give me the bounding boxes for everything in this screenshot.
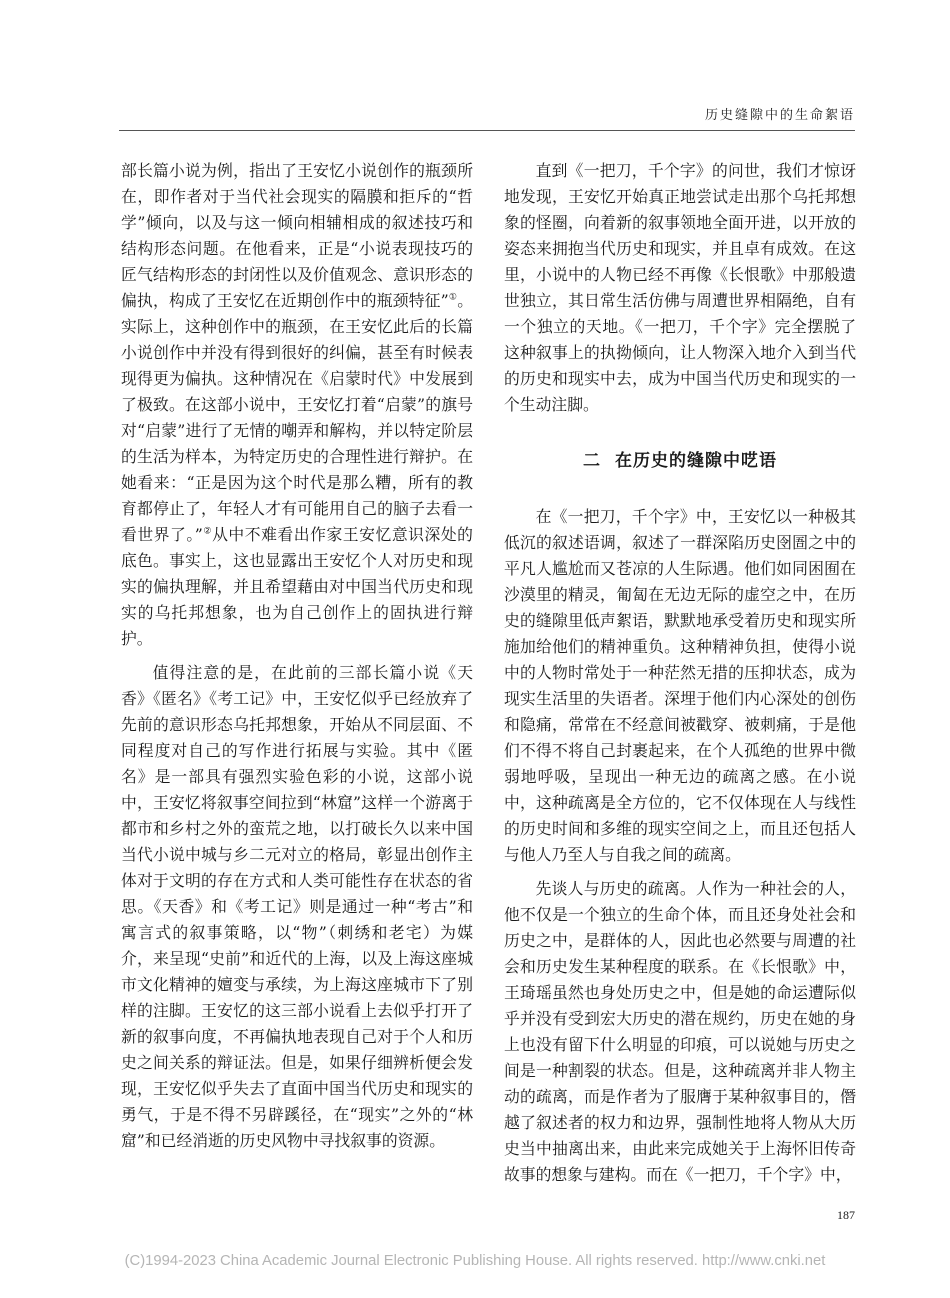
left-p1-tail: 。实际上，这种创作中的瓶颈，在王安忆此后的长篇小说创作中并没有得到很好的纠偏，甚至有时候表现得更为偏执。这种情况在《启蒙时代》中发展到了极致。在这部小说中，王安忆打着“启蒙”的旗号对“启蒙”进行了无情的嘲弄和解构，并以特定阶层的生活为样本，为特定历史的合理性进行辩护。在她看来：“正是因为这个时代是那么糟，所有的教育都停止了，年轻人才有可能用自己的脑子去看一看世界了。” — [121, 291, 474, 544]
section-title: 在历史的缝隙中呓语 — [615, 451, 777, 471]
page-number: 187 — [837, 1208, 855, 1222]
right-column — [504, 158, 856, 1188]
right-paragraph-1: 直到《一把刀，千个字》的问世，我们才惊讶地发现，王安忆开始真正地尝试走出那个乌托邦想象的怪圈，向着新的叙事领地全面开进，以开放的姿态来拥抱当代历史和现实，并且卓有成效。在这里，小说中的人物已经不再像《长恨歌》中那般遗世独立，其日常生活仿佛与周遭世界相隔绝，自有一个独立的天地。《一把刀，千个字》完全摆脱了这种叙事上的执拗倾向，让人物深入地介入到当代的历史和现实中去，成为中国当代历史和现实的一个生动注脚。 — [504, 161, 856, 414]
header-rule — [119, 130, 855, 131]
left-p1-end: 从中不难看出作家王安忆意识深处的底色。事实上，这也显露出王安忆个人对历史和现实的偏执理解，并且希望藉由对中国当代历史和现实的乌托邦想象，也为自己创作上的固执进行辩护。 — [121, 525, 473, 648]
left-paragraph-1 — [121, 158, 473, 652]
footnote-ref-2[interactable]: ② — [202, 526, 213, 537]
copyright-notice: (C)1994-2023 China Academic Journal Electronic Publishing House. All rights reserved. http://www.cnki.net — [124, 1253, 826, 1269]
section-heading — [504, 448, 856, 474]
right-paragraph-2: 在《一把刀，千个字》中，王安忆以一种极其低沉的叙述语调，叙述了一群深陷历史囹圄之中的平凡人尴尬而又苍凉的人生际遇。他们如同困囿在沙漠里的精灵，匍匐在无边无际的虚空之中，在历史的缝隙里低声絮语，默默地承受着历史和现实所施加给他们的精神重负。这种精神负担，使得小说中的人物时常处于一种茫然无措的压抑状态，成为现实生活里的失语者。深埋于他们内心深处的创伤和隐痛，常常在不经意间被戳穿、被刺痛，于是他们不得不将自己封裹起来，在个人孤绝的世界中微弱地呼吸，呈现出一种无边的疏离之感。在小说中，这种疏离是全方位的，它不仅体现在人与线性的历史时间和多维的现实空间之上，而且还包括人与他人乃至人与自我之间的疏离。 — [504, 507, 856, 864]
left-p1-text: 部长篇小说为例，指出了王安忆小说创作的瓶颈所在，即作者对于当代社会现实的隔膜和拒斥的“哲学”倾向，以及与这一倾向相辅相成的叙述技巧和结构形态问题。在他看来，正是“小说表现技巧的匠气结构形态的封闭性以及价值观念、意识形态的偏执，构成了王安忆在近期创作中的瓶颈特征” — [121, 161, 473, 310]
left-column — [121, 158, 473, 1154]
section-number: 二 — [583, 451, 601, 471]
left-paragraph-2: 值得注意的是，在此前的三部长篇小说《天香》《匿名》《考工记》中，王安忆似乎已经放弃了先前的意识形态乌托邦想象，开始从不同层面、不同程度对自己的写作进行拓展与实验。其中《匿名》是一部具有强烈实验色彩的小说，这部小说中，王安忆将叙事空间拉到“林窟”这样一个游离于都市和乡村之外的蛮荒之地，以打破长久以来中国当代小说中城与乡二元对立的格局，彰显出创作主体对于文明的存在方式和人类可能性存在状态的省思。《天香》和《考工记》则是通过一种“考古”和寓言式的叙事策略，以“物”（刺绣和老宅）为媒介，来呈现“史前”和近代的上海，以及上海这座城市文化精神的嬗变与承续，为上海这座城市下了别样的注脚。王安忆的这三部小说看上去似乎打开了新的叙事向度，不再偏执地表现自己对于个人和历史之间关系的辩证法。但是，如果仔细辨析便会发现，王安忆似乎失去了直面中国当代历史和现实的勇气，于是不得不另辟蹊径，在“现实”之外的“林窟”和已经消逝的历史风物中寻找叙事的资源。 — [121, 663, 473, 1150]
running-head-title: 历史缝隙中的生命絮语 — [704, 108, 855, 123]
right-paragraph-3: 先谈人与历史的疏离。人作为一种社会的人，他不仅是一个独立的生命个体，而且还身处社会和历史之中，是群体的人，因此也必然要与周遭的社会和历史发生某种程度的联系。在《长恨歌》中，王琦瑶虽然也身处历史之中，但是她的命运遭际似乎并没有受到宏大历史的潜在规约，历史在她的身上也没有留下什么明显的印痕，可以说她与历史之间是一种割裂的状态。但是，这种疏离并非人物主动的疏离，而是作者为了服膺于某种叙事目的，僭越了叙述者的权力和边界，强制性地将人物从大历史当中抽离出来，由此来完成她关于上海怀旧传奇故事的想象与建构。而在《一把刀，千个字》中， — [504, 879, 856, 1184]
footnote-ref-1[interactable]: ① — [448, 292, 458, 303]
